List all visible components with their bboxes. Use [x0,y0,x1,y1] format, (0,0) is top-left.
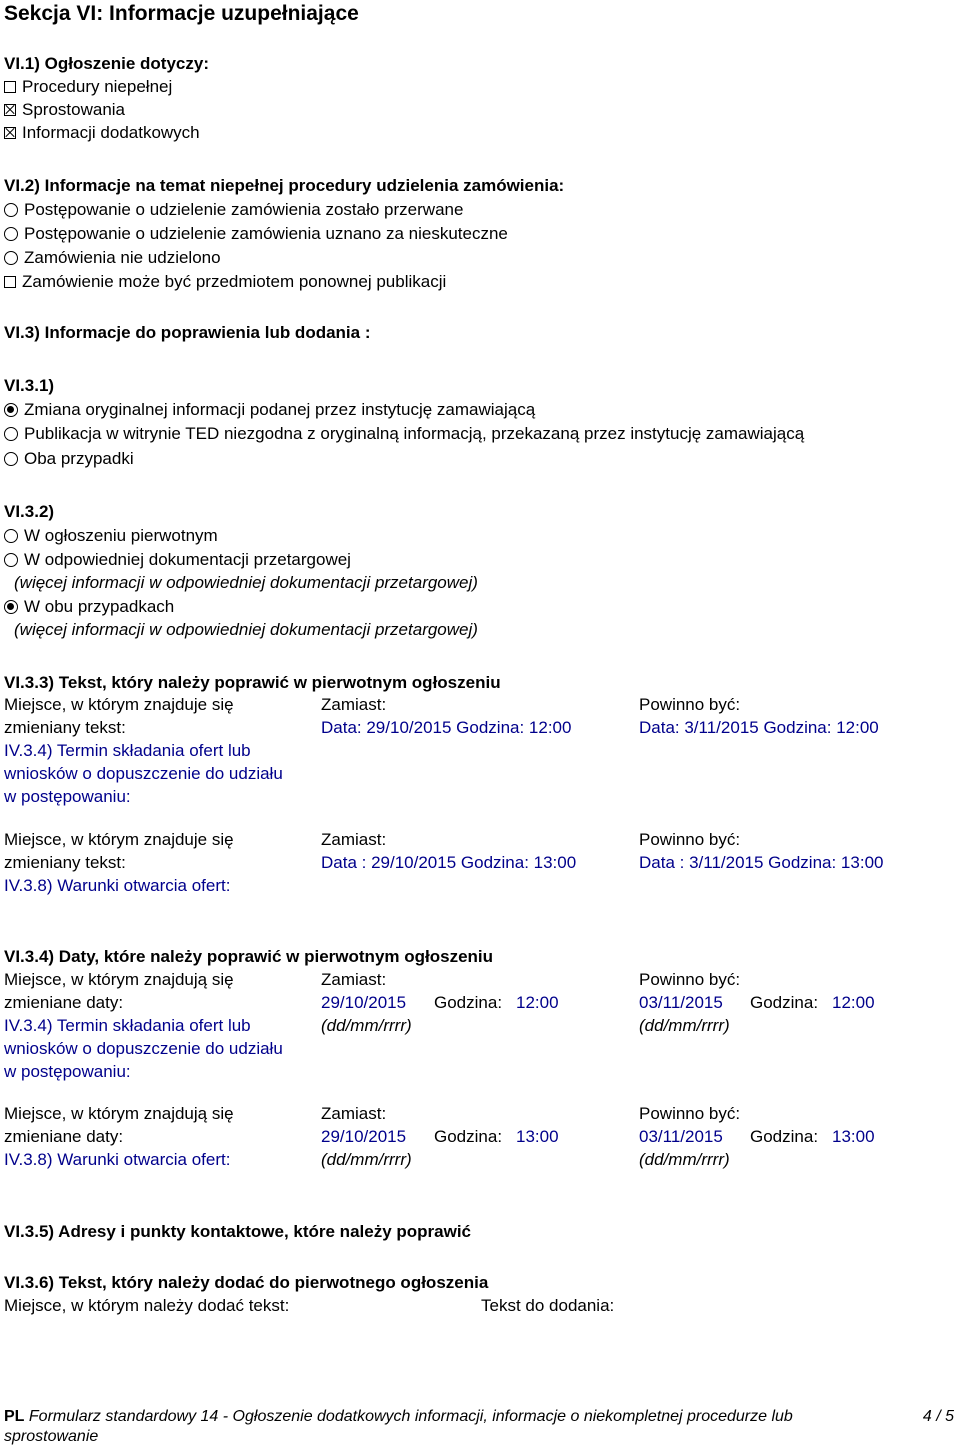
option-label: Postępowanie o udzielenie zamówienia uznano za nieskuteczne [24,224,508,243]
vi34-hour-label: Godzina: [434,993,503,1012]
vi34-col-place-label-2: zmieniane daty: [4,993,124,1012]
vi33-heading: VI.3.3) Tekst, który należy poprawić w pierwotnym ogłoszeniu [4,673,501,692]
vi1-option-informacji [4,123,200,143]
option-label: W odpowiedniej dokumentacji przetargowej [24,550,351,569]
vi34-entry2-place: IV.3.8) Warunki otwarcia ofert: [4,1150,231,1169]
vi34-date-format: (dd/mm/rrrr) [639,1016,730,1035]
vi33-entry2-place: IV.3.8) Warunki otwarcia ofert: [4,876,231,895]
vi33-col-place-label: Miejsce, w którym znajduje się [4,830,234,849]
vi33-entry2-instead: Data : 29/10/2015 Godzina: 13:00 [321,853,577,872]
radio-unselected-icon[interactable] [4,203,18,217]
vi34-entry1-instead-time: 12:00 [516,993,559,1012]
radio-unselected-icon[interactable] [4,251,18,265]
option-label: Zmiana oryginalnej informacji podanej przez instytucję zamawiającą [24,400,536,419]
vi33-entry1-instead: Data: 29/10/2015 Godzina: 12:00 [321,718,572,737]
vi2-option-przerwane [4,200,463,220]
vi2-option-nieskuteczne [4,224,508,244]
vi33-entry1-place-3: w postępowaniu: [4,787,131,806]
vi32-option-dokumentacji [4,550,351,570]
vi32-heading: VI.3.2) [4,502,55,521]
radio-unselected-icon[interactable] [4,529,18,543]
vi34-entry1-place-2: wniosków o dopuszczenie do udziału [4,1039,283,1058]
vi33-col-place-label: Miejsce, w którym znajduje się [4,695,234,714]
vi34-entry2-should-date: 03/11/2015 [639,1127,723,1146]
section-title: Sekcja VI: Informacje uzupełniające [4,2,359,25]
option-label: Informacji dodatkowych [22,123,200,142]
footer-form-title-2: sprostowanie [4,1428,99,1445]
option-label: Procedury niepełnej [22,77,173,96]
vi33-entry1-place: IV.3.4) Termin składania ofert lub [4,741,251,760]
option-label: W obu przypadkach [24,597,175,616]
option-label: Oba przypadki [24,449,134,468]
vi34-date-format: (dd/mm/rrrr) [321,1016,412,1035]
vi1-option-sprostowania [4,100,125,120]
vi31-option-oba [4,449,134,469]
vi32-option-obu [4,597,174,617]
checked-checkbox-icon[interactable] [4,104,16,116]
vi34-col-place-label: Miejsce, w którym znajdują się [4,1104,234,1123]
vi34-date-format: (dd/mm/rrrr) [321,1150,412,1169]
vi33-col-should-label: Powinno być: [639,695,741,714]
vi34-col-instead-label: Zamiast: [321,1104,387,1123]
vi32-option-pierwotnym [4,526,218,546]
vi34-col-should-label: Powinno być: [639,970,741,989]
option-label: Zamówienia nie udzielono [24,248,221,267]
vi34-date-format: (dd/mm/rrrr) [639,1150,730,1169]
checked-checkbox-icon[interactable] [4,127,16,139]
radio-selected-icon[interactable] [4,403,18,417]
vi34-hour-label: Godzina: [750,1127,819,1146]
vi34-entry2-instead-date: 29/10/2015 [321,1127,407,1146]
vi34-entry1-should-time: 12:00 [832,993,875,1012]
vi33-entry2-should: Data : 3/11/2015 Godzina: 13:00 [639,853,884,872]
vi33-col-instead-label: Zamiast: [321,695,387,714]
vi31-option-zmiana [4,400,535,420]
vi33-entry1-should: Data: 3/11/2015 Godzina: 12:00 [639,718,879,737]
vi34-entry1-instead-date: 29/10/2015 [321,993,407,1012]
vi34-entry1-place-3: w postępowaniu: [4,1062,131,1081]
unchecked-checkbox-icon[interactable] [4,276,16,288]
vi33-col-instead-label: Zamiast: [321,830,387,849]
option-label: Postępowanie o udzielenie zamówienia zostało przerwane [24,200,464,219]
vi34-entry1-place: IV.3.4) Termin składania ofert lub [4,1016,251,1035]
footer-language: PL [4,1408,25,1425]
vi35-heading: VI.3.5) Adresy i punkty kontaktowe, które należy poprawić [4,1222,472,1241]
vi34-entry2-should-time: 13:00 [832,1127,875,1146]
vi33-col-should-label: Powinno być: [639,830,741,849]
vi34-hour-label: Godzina: [434,1127,503,1146]
vi36-place-label: Miejsce, w którym należy dodać tekst: [4,1296,290,1315]
vi1-option-procedury [4,77,172,97]
vi34-hour-label: Godzina: [750,993,819,1012]
vi32-note: (więcej informacji w odpowiedniej dokumentacji przetargowej) [14,620,478,639]
radio-selected-icon[interactable] [4,600,18,614]
vi34-entry2-instead-time: 13:00 [516,1127,559,1146]
vi34-col-place-label-2: zmieniane daty: [4,1127,124,1146]
vi31-heading: VI.3.1) [4,376,55,395]
vi34-heading: VI.3.4) Daty, które należy poprawić w pierwotnym ogłoszeniu [4,947,494,966]
option-label: Publikacja w witrynie TED niezgodna z oryginalną informacją, przekazaną przez instytucję zamawiającą [24,424,805,443]
vi33-col-place-label-2: zmieniany tekst: [4,853,126,872]
radio-unselected-icon[interactable] [4,553,18,567]
vi33-entry1-place-2: wniosków o dopuszczenie do udziału [4,764,283,783]
radio-unselected-icon[interactable] [4,227,18,241]
radio-unselected-icon[interactable] [4,452,18,466]
vi34-col-place-label: Miejsce, w którym znajdują się [4,970,234,989]
footer-page-number: 4 / 5 [922,1408,954,1425]
vi34-col-instead-label: Zamiast: [321,970,387,989]
footer-form-title: Formularz standardowy 14 - Ogłoszenie dodatkowych informacji, informacje o niekompletnej procedurze lub [28,1408,793,1425]
page-footer [4,1407,956,1447]
radio-unselected-icon[interactable] [4,427,18,441]
option-label: Sprostowania [22,100,126,119]
vi31-option-ted [4,424,804,444]
vi2-heading: VI.2) Informacje na temat niepełnej procedury udzielenia zamówienia: [4,176,565,195]
vi1-heading: VI.1) Ogłoszenie dotyczy: [4,54,209,73]
vi34-col-should-label: Powinno być: [639,1104,741,1123]
unchecked-checkbox-icon[interactable] [4,81,16,93]
vi3-heading: VI.3) Informacje do poprawienia lub dodania : [4,323,371,342]
vi32-note: (więcej informacji w odpowiedniej dokumentacji przetargowej) [14,573,478,592]
vi2-option-ponownej-publikacji [4,272,446,292]
option-label: W ogłoszeniu pierwotnym [24,526,218,545]
vi33-col-place-label-2: zmieniany tekst: [4,718,126,737]
vi34-entry1-should-date: 03/11/2015 [639,993,723,1012]
option-label: Zamówienie może być przedmiotem ponownej publikacji [22,272,447,291]
vi2-option-nie-udzielono [4,248,221,268]
vi36-heading: VI.3.6) Tekst, który należy dodać do pierwotnego ogłoszenia [4,1273,489,1292]
vi36-text-label: Tekst do dodania: [481,1296,615,1315]
